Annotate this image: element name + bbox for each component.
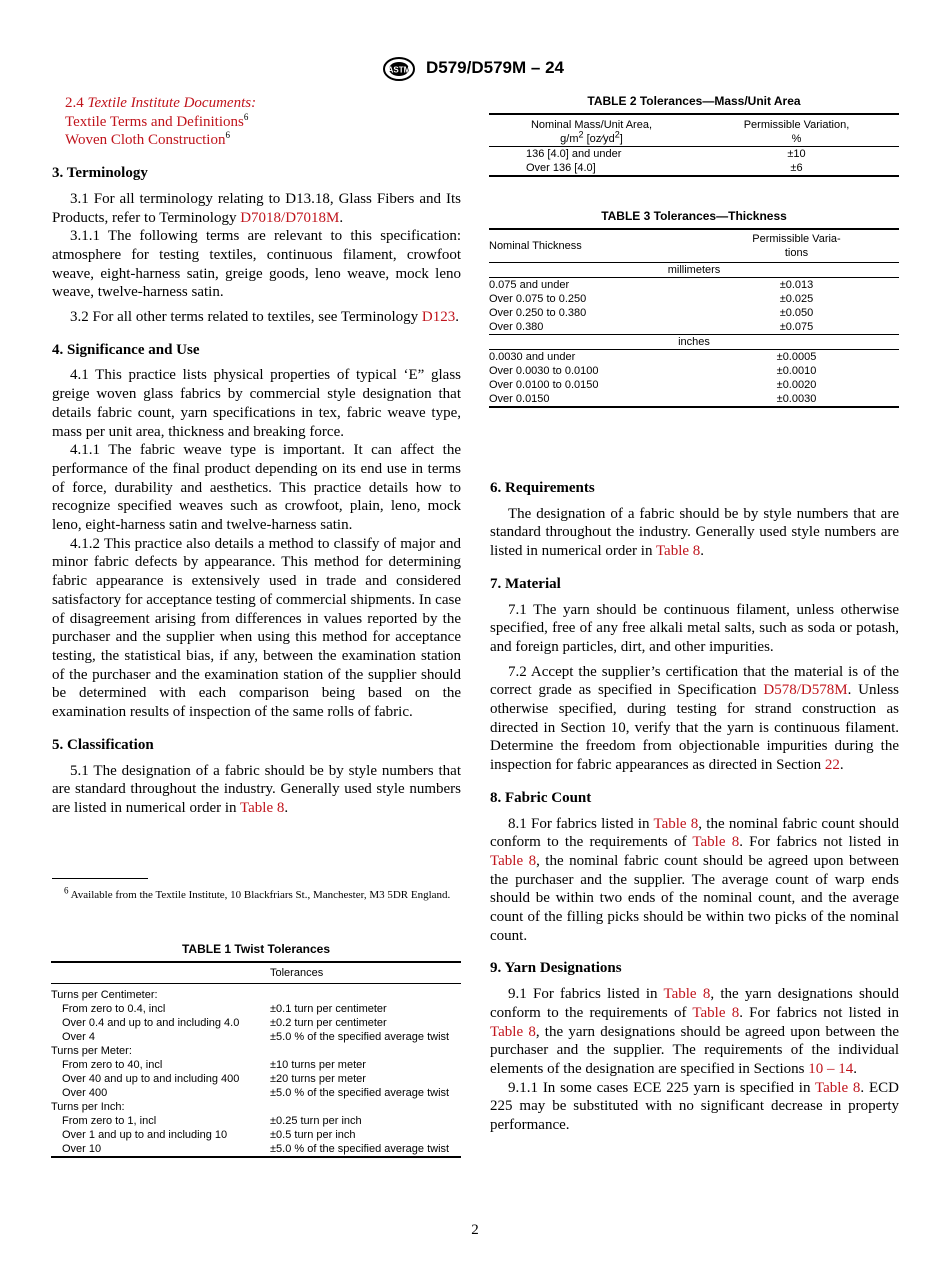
table-1-row-cell: Over 4 — [62, 1031, 96, 1043]
link-sections-10-14[interactable]: 10 – 14 — [808, 1060, 854, 1077]
table-1-row-cell: ±5.0 % of the specified average twist — [270, 1031, 450, 1043]
link-table8-6[interactable]: Table 8 — [655, 543, 701, 560]
heading-terminology: 3. Terminology — [52, 165, 148, 182]
table-1-row — [51, 1142, 461, 1157]
table-1-row-cell: Turns per Meter: — [51, 1045, 132, 1057]
table-1-title: TABLE 1 Twist Tolerances — [181, 942, 331, 956]
para-4-1-1: 4.1.1 The fabric weave type is important. It can affect the performance of the final product depending on its end use in terms of force, durability and aesthetics. This practice details how to recognize specified weaves such as crowfoot, plain, leno, mock leno, eight-harness satin and twelve-harness satin. — [52, 442, 461, 534]
table-1-row-cell: Over 400 — [62, 1087, 108, 1099]
link-table8-8c[interactable]: Table 8 — [490, 852, 537, 869]
table-3-row-mm-cell: Over 0.380 — [489, 321, 544, 333]
table-3-row-in-cell: ±0.0010 — [776, 365, 817, 377]
table-2-row-cell: 136 [4.0] and under — [526, 148, 622, 160]
table-1-row-cell: ±0.5 turn per inch — [270, 1129, 356, 1141]
table-1-row-cell: ±0.25 turn per inch — [270, 1115, 362, 1127]
table-3-row-mm-cell: Over 0.250 to 0.380 — [489, 307, 587, 319]
table-3-row-in — [489, 392, 899, 407]
heading-classification: 5. Classification — [52, 736, 154, 753]
table-1-row-cell: ±5.0 % of the specified average twist — [270, 1087, 450, 1099]
table-3-row-in-cell: ±0.0005 — [776, 351, 817, 363]
table-3-row-mm — [489, 292, 899, 306]
para-3-1-1: 3.1.1 The following terms are relevant to this specification: atmosphere for testing textiles, continuous filament, crowfoot weave, eight-harness satin, greige goods, leno weave, mock leno weave, twelve-harness satin. — [52, 228, 461, 301]
table-2-row-cell: ±6 — [790, 162, 803, 174]
table-1-row — [51, 1030, 461, 1044]
table-2-row — [489, 161, 899, 176]
table-1-row-cell: ±20 turns per meter — [270, 1073, 366, 1085]
footnote-ref-6a: 6 — [243, 111, 249, 122]
table-1-row — [51, 1100, 461, 1114]
table-1-row-cell — [270, 984, 461, 1003]
table-1-row-cell — [270, 1100, 461, 1114]
table-1-row — [51, 1058, 461, 1072]
para-7-2: 7.2 Accept the supplier’s certification that the material is of the correct grade as specified in Specification D578/D578M. Unless otherwise specified, during testing for strand construction as directed in Section 10, verify that the yarn is continuous filament. Determine the freedom from objectionable impurities during the inspection for fabric appearances as directed in Section 22. — [490, 663, 899, 774]
heading-material: 7. Material — [490, 575, 561, 592]
table-3-col2-header: Permissible Varia- tions — [752, 233, 841, 259]
heading-requirements: 6. Requirements — [490, 480, 595, 496]
link-table8-9c[interactable]: Table 8 — [490, 1023, 536, 1040]
ref-woven-cloth-text[interactable]: Woven Cloth Construction — [65, 132, 226, 149]
table-3-row-in-cell: Over 0.0100 to 0.0150 — [489, 379, 599, 391]
table-1-row-cell — [270, 1044, 461, 1058]
table-1 — [51, 942, 461, 1158]
table-2-col2-header: Permissible Variation, % — [743, 119, 850, 145]
table-1-row — [51, 984, 461, 1003]
page-header — [382, 56, 582, 82]
table-2-row-cell: Over 136 [4.0] — [526, 162, 596, 174]
section-2-4 — [52, 94, 461, 113]
document-designation: D579/D579M – 24 — [426, 58, 564, 77]
table-2-col1-header: Nominal Mass/Unit Area, $g/m^2$ $[oz⁄yd^2]$ — [530, 119, 653, 145]
table-3-row-mm-cell: ±0.075 — [779, 321, 814, 333]
table-2-row-cell: ±10 — [787, 148, 806, 160]
ref-woven-cloth[interactable] — [52, 131, 461, 150]
footnote-6-text: Available from the Textile Institute, 10 Blackfriars St., Manchester, M3 5DR England. — [70, 889, 451, 901]
table-1-row-cell: From zero to 40, incl — [62, 1059, 163, 1071]
table-3-row-in-cell: Over 0.0030 to 0.0100 — [489, 365, 599, 377]
table-1-row — [51, 1002, 461, 1016]
table-3-unit-mm: millimeters — [667, 264, 721, 276]
table-1-row — [51, 1086, 461, 1100]
table-3-row-mm — [489, 278, 899, 293]
table-1-row-cell: Over 0.4 and up to and including 4.0 — [62, 1017, 240, 1029]
para-3-2: 3.2 For all other terms related to textiles, see Terminology D123. — [70, 309, 460, 326]
table-3-row-mm-cell: Over 0.075 to 0.250 — [489, 293, 587, 305]
table-3-row-in — [489, 378, 899, 392]
left-column — [52, 94, 461, 818]
link-d123[interactable]: D123 — [421, 309, 456, 326]
table-3-row-mm-cell: ±0.050 — [779, 307, 814, 319]
table-1-row-cell: Turns per Inch: — [51, 1101, 125, 1113]
footnote-6 — [52, 885, 461, 903]
table-2 — [489, 94, 899, 177]
table-1-row-cell: From zero to 1, incl — [62, 1115, 157, 1127]
table-1-row-cell: Over 10 — [62, 1143, 102, 1155]
link-d7018[interactable]: D7018/D7018M — [240, 209, 340, 226]
table-3-row-in — [489, 364, 899, 378]
table-3-title: TABLE 3 Tolerances—Thickness — [601, 209, 787, 223]
heading-fabric-count: 8. Fabric Count — [490, 789, 592, 806]
table-1-row-cell: From zero to 0.4, incl — [62, 1003, 166, 1015]
table-1-row-cell: ±10 turns per meter — [270, 1059, 366, 1071]
link-table8-5-1[interactable]: Table 8 — [240, 799, 285, 816]
right-column — [490, 479, 899, 1135]
table-1-row-cell: Over 40 and up to and including 400 — [62, 1073, 240, 1085]
para-7-1: 7.1 The yarn should be continuous filament, unless otherwise specified, free of any free alkali metal salts, such as soda or potash, and foreign particles, dirt, and other impurities. — [490, 601, 899, 655]
table-3-row-mm — [489, 306, 899, 320]
astm-logo-text: ASTM — [387, 65, 411, 75]
para-6: The designation of a fabric should be by style numbers that are standard throughout the industry. Generally used style numbers are listed in numerical order in Table 8. — [490, 505, 899, 560]
table-1-row — [51, 1114, 461, 1128]
table-3-row-in-cell: Over 0.0150 — [489, 393, 550, 405]
ref-textile-terms[interactable] — [52, 113, 461, 132]
table-1-row-cell: Turns per Centimeter: — [51, 989, 158, 1001]
footnote-divider — [52, 878, 148, 879]
link-table8-8b[interactable]: Table 8 — [692, 834, 740, 851]
table-3-row-mm-cell: 0.075 and under — [489, 279, 570, 291]
table-1-col-tolerances: Tolerances — [270, 967, 324, 979]
ref-textile-terms-text[interactable]: Textile Terms and Definitions — [65, 113, 244, 130]
table-3 — [489, 209, 899, 408]
table-3-col1-header: Nominal Thickness — [489, 240, 582, 252]
page-number: 2 — [471, 1222, 479, 1238]
heading-significance: 4. Significance and Use — [52, 341, 200, 358]
table-2-row — [489, 147, 899, 162]
table-1-row — [51, 1016, 461, 1030]
table-1-row-cell: ±0.1 turn per centimeter — [270, 1003, 387, 1015]
table-3-row-in — [489, 350, 899, 365]
link-d578[interactable]: D578/D578M — [763, 682, 848, 699]
para-4-1: 4.1 This practice lists physical properties of typical ‘E” glass greige woven glass fabrics by commercial style designation that details fabric count, yarn specifications in tex, fabric weave type, mass per unit area, thickness and breaking force. — [52, 367, 461, 440]
table-3-row-in-cell: ±0.0030 — [776, 393, 817, 405]
para-8-1: 8.1 For fabrics listed in Table 8, the nominal fabric count should conform to the requirements of Table 8. For fabrics not listed in Table 8, the nominal fabric count should be agreed upon between the purchaser and the supplier. The average count of warp ends should be within two ends of the nominal count, and the average count of the filling picks should be within two picks of the nominal count. — [490, 815, 900, 944]
table-1-header — [51, 962, 461, 984]
table-2-title: TABLE 2 Tolerances—Mass/Unit Area — [587, 94, 801, 108]
link-table8-9a[interactable]: Table 8 — [663, 986, 711, 1003]
table-3-row-mm-cell: ±0.025 — [779, 293, 814, 305]
table-3-row-in-cell: ±0.0020 — [776, 379, 817, 391]
link-table8-9b[interactable]: Table 8 — [692, 1004, 740, 1021]
table-1-row — [51, 1128, 461, 1142]
footnote-6-mark: 6 — [64, 885, 69, 896]
link-table8-9d[interactable]: Table 8 — [815, 1079, 861, 1096]
table-1-row-cell: Over 1 and up to and including 10 — [62, 1129, 228, 1141]
para-3-1: 3.1 For all terminology relating to D13.18, Glass Fibers and Its Products, refer to Terminology D7018/D7018M. — [52, 190, 461, 226]
para-9-1-1: 9.1.1 In some cases ECE 225 yarn is specified in Table 8. ECD 225 may be substituted with no significant decrease in property performance. — [490, 1079, 899, 1134]
section-2-4-number: 2.4 — [65, 95, 84, 111]
link-table8-8a[interactable]: Table 8 — [653, 815, 699, 832]
table-1-row-cell: ±5.0 % of the specified average twist — [270, 1143, 450, 1155]
para-4-1-2: 4.1.2 This practice also details a method to classify of major and minor fabric defects by appearance. This method for determining fabric appearance is extensively used in trade and considered satisfactory for acceptance testing of commercial shipments. In case of disagreement arising from differences in values reported by the purchaser and the supplier when using this method for acceptance testing, the statistical bias, if any, between the examination station of the purchaser and the examination station of the supplier should be determined with each comparison being based on the examination results of inspection of the same rolls of fabric. — [52, 535, 461, 721]
table-1-row — [51, 1044, 461, 1058]
link-section-22[interactable]: 22 — [824, 757, 840, 774]
table-3-row-mm — [489, 320, 899, 335]
astm-logo — [382, 56, 416, 82]
table-1-row — [51, 1072, 461, 1086]
para-5-1: 5.1 The designation of a fabric should be by style numbers that are standard throughout the industry. Generally used style numbers are listed in numerical order in Table 8. — [52, 762, 461, 816]
table-3-row-in-cell: 0.0030 and under — [489, 351, 576, 363]
para-9-1: 9.1 For fabrics listed in Table 8, the yarn designations should conform to the requirements of Table 8. For fabrics not listed in Table 8, the yarn designations should be agreed upon between the purchaser and the supplier. The requirements of the individual elements of the designation are specified in Sections 10 – 14. — [490, 986, 900, 1077]
section-2-4-title: Textile Institute Documents: — [87, 95, 257, 111]
heading-yarn-designations: 9. Yarn Designations — [490, 960, 622, 977]
table-3-row-mm-cell: ±0.013 — [779, 279, 814, 291]
footnote-ref-6b: 6 — [225, 130, 230, 141]
table-3-unit-in: inches — [678, 336, 710, 348]
table-1-row-cell: ±0.2 turn per centimeter — [270, 1017, 387, 1029]
